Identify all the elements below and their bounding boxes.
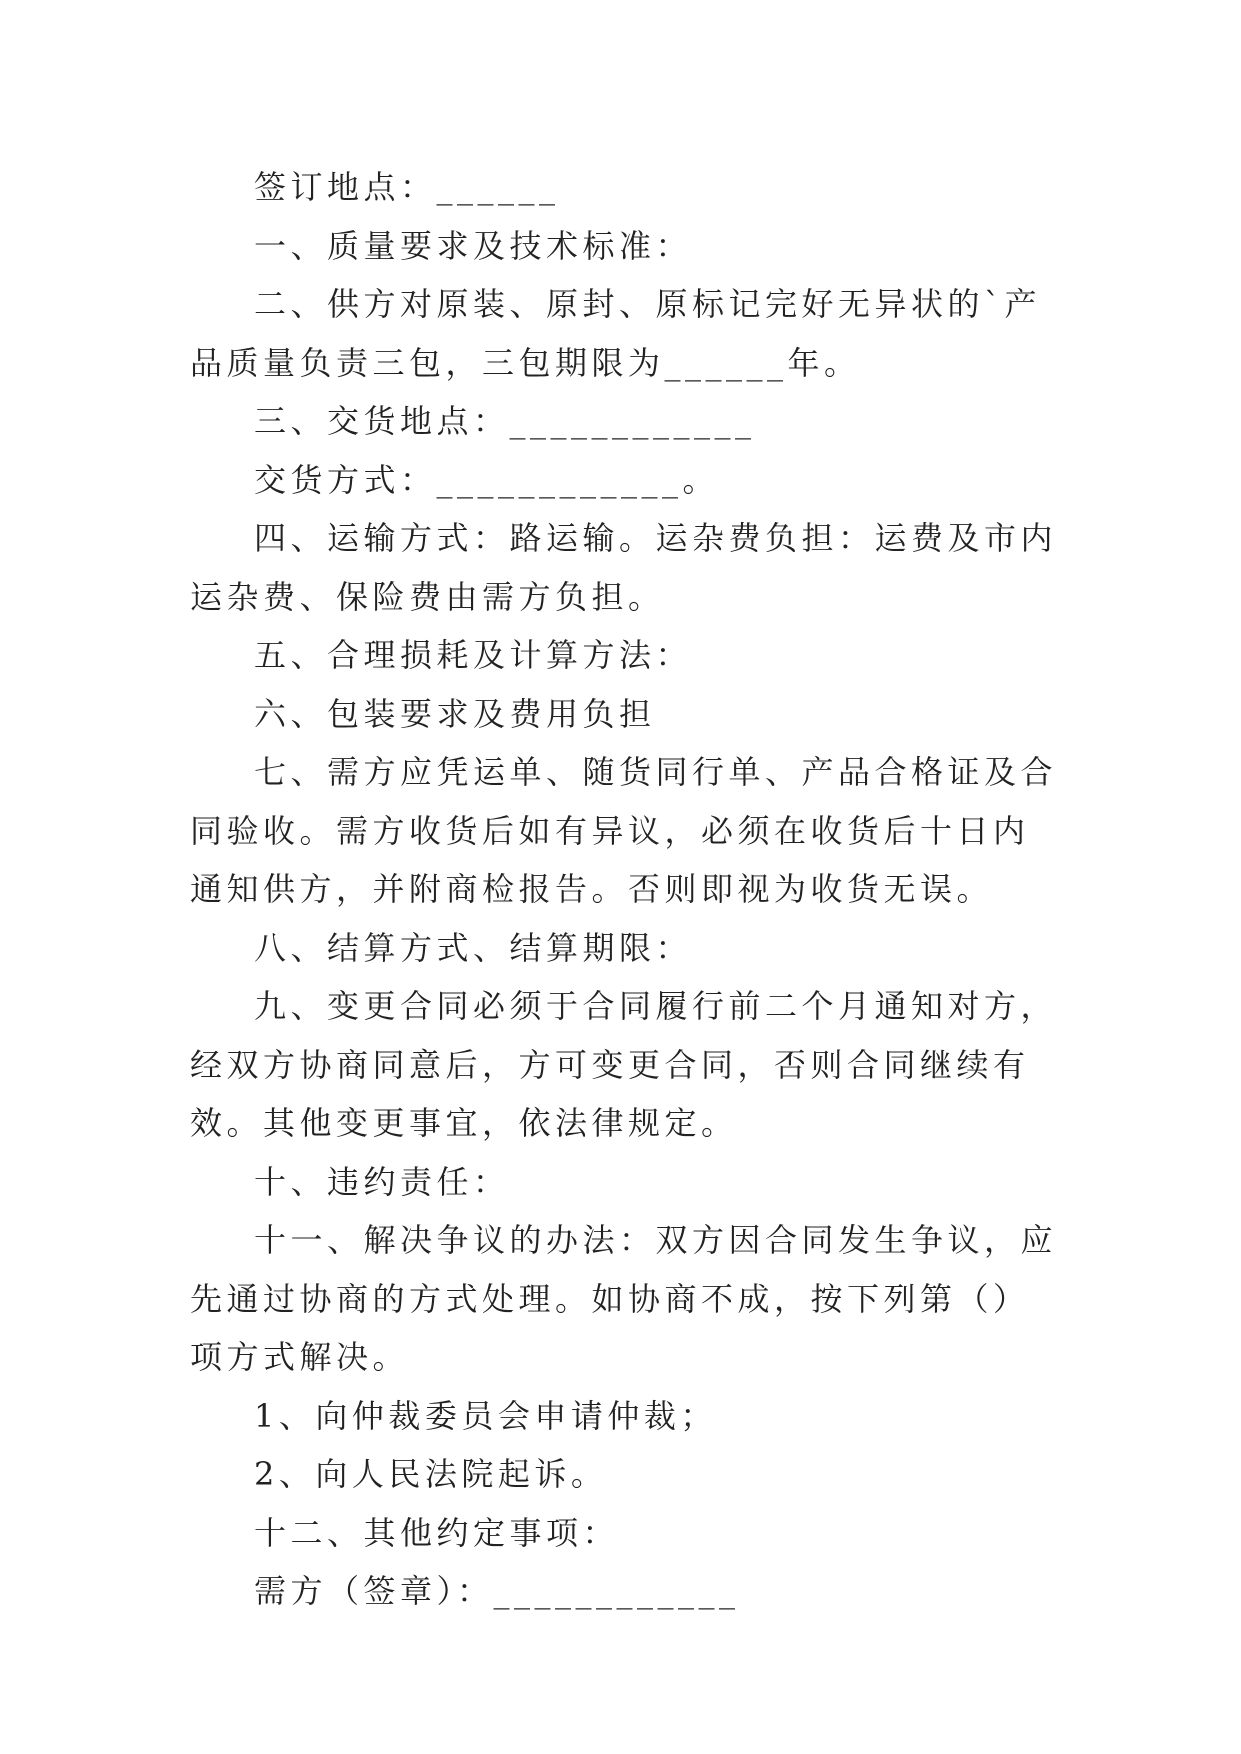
clause-10-liability: 十、违约责任： <box>254 1162 510 1201</box>
clause-11-disputes: 十一、解决争议的办法：双方因合同发生争议，应先通过协商的方式处理。如协商不成，按下列第（）项方式解决。 <box>190 1221 1058 1376</box>
document-body <box>190 158 1060 1621</box>
clause-7-acceptance: 七、需方应凭运单、随货同行单、产品合格证及合同验收。需方收货后如有异议，必须在收货后十日内通知供方，并附商检报告。否则即视为收货无误。 <box>190 753 1058 908</box>
dispute-option-1: 1、向仲裁委员会申请仲裁； <box>254 1396 717 1435</box>
clause-3-delivery-location: 三、交货地点：____________ <box>254 402 756 440</box>
signing-location-line: 签订地点：______ <box>254 168 560 206</box>
dispute-option-2: 2、向人民法院起诉。 <box>254 1455 608 1493</box>
clause-2-warranty: 二、供方对原装、原封、原标记完好无异状的`产品质量负责三包，三包期限为______年。 <box>190 285 1042 382</box>
clause-9-changes: 九、变更合同必须于合同履行前二个月通知对方，经双方协商同意后，方可变更合同，否则合同继续有效。其他变更事宜，依法律规定。 <box>190 987 1058 1142</box>
clause-8-settlement: 八、结算方式、结算期限： <box>254 928 693 967</box>
buyer-signature-line: 需方（签章）：____________ <box>254 1572 740 1610</box>
clause-4-transport: 四、运输方式：路运输。运杂费负担：运费及市内运杂费、保险费由需方负担。 <box>190 519 1058 616</box>
clause-1-quality: 一、质量要求及技术标准： <box>254 226 693 265</box>
delivery-method-line: 交货方式：____________。 <box>254 460 720 499</box>
clause-5-loss: 五、合理损耗及计算方法： <box>254 636 693 674</box>
clause-12-other: 十二、其他约定事项： <box>254 1513 620 1552</box>
clause-6-packaging: 六、包装要求及费用负担 <box>254 694 656 733</box>
